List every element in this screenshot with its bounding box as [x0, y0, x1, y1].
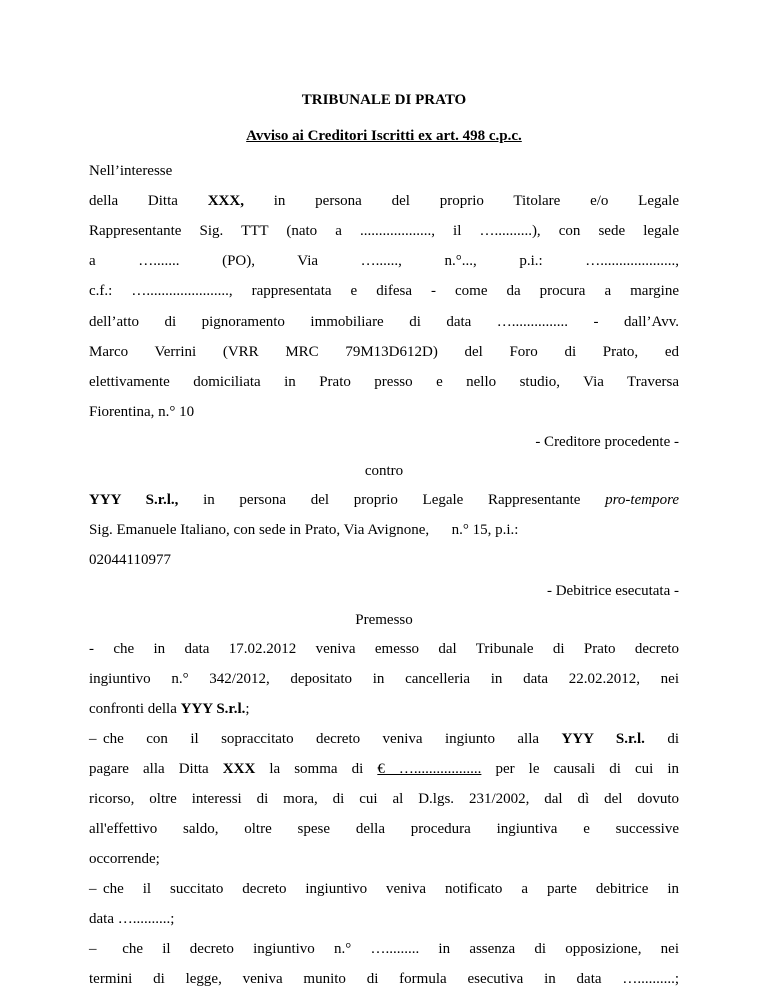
debtor-role: - Debitrice esecutata - — [546, 583, 679, 599]
debtor-line: Sig. Emanuele Italiano, con sede in Prato, Via Avignone, n.° 15, p.i.: — [89, 522, 519, 538]
creditor-line: elettivamente domiciliata in Prato presso e nello studio, Via Traversa — [89, 374, 679, 390]
creditor-line: della Ditta XXX, in persona del proprio Titolare e/o Legale — [89, 193, 679, 209]
creditor-line: Fiorentina, n.° 10 — [89, 404, 195, 420]
dash-bullet: – — [89, 941, 97, 957]
body-line: – che il decreto ingiuntivo n.° …......... in assenza di opposizione, nei — [89, 941, 679, 957]
body-line: pagare alla Ditta XXX la somma di € ….................. per le causali di cui in — [89, 761, 679, 777]
body-line: - che in data 17.02.2012 veniva emesso dal Tribunale di Prato decreto — [89, 641, 679, 657]
creditor-line: a …....... (PO), Via …......, n.°..., p.i.: …...................., — [89, 253, 679, 269]
document-title: Avviso ai Creditori Iscritti ex art. 498 c.p.c. — [246, 128, 522, 144]
body-line: – che con il sopraccitato decreto veniva ingiunto alla YYY S.r.l. di — [89, 731, 680, 747]
dash-bullet: – — [89, 881, 97, 897]
body-line: – che il succitato decreto ingiuntivo veniva notificato a parte debitrice in — [89, 881, 679, 897]
creditor-line: Rappresentante Sig. TTT (nato a ..................., il …..........), con sede legale — [89, 223, 679, 239]
body-line: ricorso, oltre interessi di mora, di cui al D.lgs. 231/2002, dal dì del dovuto — [89, 791, 679, 807]
body-line: termini di legge, veniva munito di formula esecutiva in data …..........; — [89, 971, 679, 987]
creditor-line: Marco Verrini (VRR MRC 79M13D612D) del Foro di Prato, ed — [89, 344, 679, 360]
contro-label: contro — [364, 463, 404, 479]
intro-line: Nell’interesse — [89, 163, 173, 179]
premesso-heading: Premesso — [355, 612, 413, 628]
court-heading: TRIBUNALE DI PRATO — [301, 92, 467, 108]
body-line: occorrende; — [89, 851, 160, 867]
debtor-line: 02044110977 — [89, 552, 171, 568]
debtor-line: YYY S.r.l., in persona del proprio Legale Rappresentante pro-tempore — [89, 492, 680, 508]
creditor-line: c.f.: …......................, rappresentata e difesa - come da procura a margine — [89, 283, 679, 299]
creditor-line: dell’atto di pignoramento immobiliare di data …............... - dall’Avv. — [89, 314, 679, 330]
body-line: ingiuntivo n.° 342/2012, depositato in cancelleria in data 22.02.2012, nei — [89, 671, 679, 687]
body-line: confronti della YYY S.r.l.; — [89, 701, 250, 717]
body-line: all'effettivo saldo, oltre spese della procedura ingiuntiva e successive — [89, 821, 679, 837]
dash-bullet: – — [89, 731, 97, 747]
creditor-role: - Creditore procedente - — [535, 434, 679, 450]
body-line: data …..........; — [89, 911, 175, 927]
